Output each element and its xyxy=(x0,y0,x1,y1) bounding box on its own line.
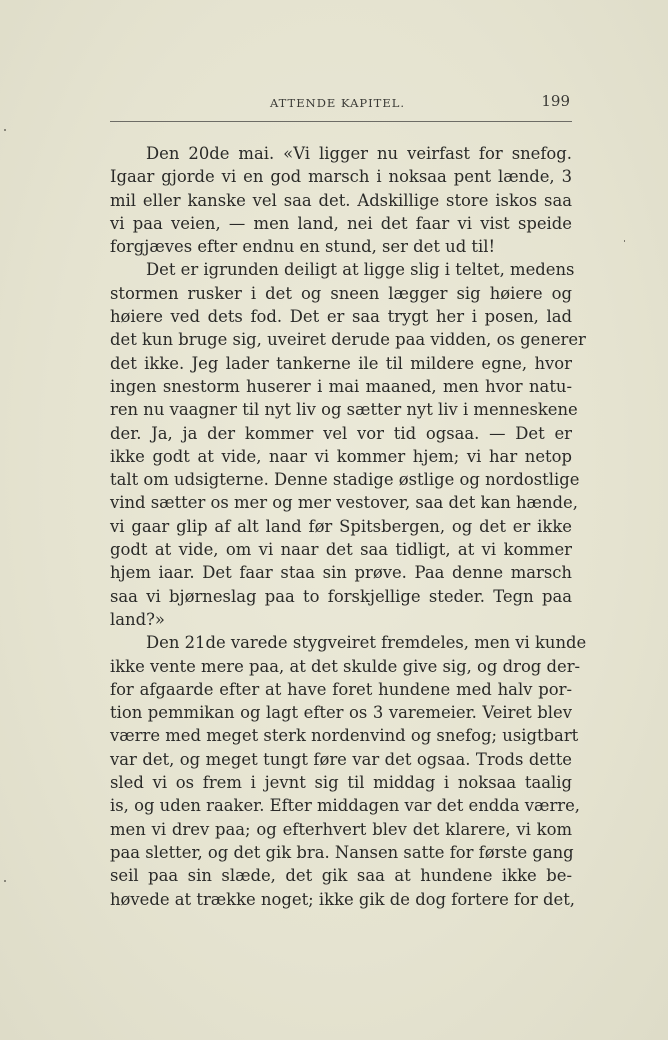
page-number: 199 xyxy=(541,92,570,110)
text-line: mil eller kanske vel saa det. Adskillige store iskos saa xyxy=(110,190,572,210)
text-line: men vi drev paa; og efterhvert blev det klarere, vi kom xyxy=(110,819,572,839)
text-line: det kun bruge sig, uveiret derude paa vidden, os generer xyxy=(110,330,586,350)
text-line: ren nu vaagner til nyt liv og sætter nyt liv i menneskene xyxy=(110,400,578,420)
text-line: ikke godt at vide, naar vi kommer hjem; vi har netop xyxy=(110,446,572,466)
text-line: høiere ved dets fod. Det er saa trygt her i posen, lad xyxy=(110,307,572,327)
text-line: der. Ja, ja der kommer vel vor tid ogsaa. — Det er xyxy=(110,423,572,443)
text-line: var det, og meget tungt føre var det ogsaa. Trods dette xyxy=(110,749,572,769)
text-line: hjem iaar. Det faar staa sin prøve. Paa denne marsch xyxy=(110,563,572,583)
paper-speck xyxy=(4,880,6,882)
text-line: sled vi os frem i jevnt sig til middag i noksaa taalig xyxy=(110,773,572,793)
page-header xyxy=(110,92,572,120)
text-line: godt at vide, om vi naar det saa tidligt, at vi kommer xyxy=(110,540,572,560)
text-line: Den 20de mai. «Vi ligger nu veirfast for snefog. xyxy=(146,144,572,163)
text-line: ikke vente mere paa, at det skulde give sig, og drog der- xyxy=(110,656,581,676)
paper-speck xyxy=(624,240,625,242)
running-head: ATTENDE KAPITEL. xyxy=(270,96,406,110)
text-line: Igaar gjorde vi en god marsch i noksaa pent lænde, 3 xyxy=(110,167,572,187)
text-line: stormen rusker i det og sneen lægger sig høiere og xyxy=(110,283,572,303)
text-line: vi gaar glip af alt land før Spitsbergen, og det er ikke xyxy=(110,516,572,536)
body-text xyxy=(110,142,587,911)
text-line: vi paa veien, — men land, nei det faar vi vist speide xyxy=(110,213,572,233)
text-line: forgjæves efter endnu en stund, ser det ud til! xyxy=(110,237,496,257)
text-line: saa vi bjørneslag paa to forskjellige steder. Tegn paa xyxy=(110,586,572,606)
text-line: talt om udsigterne. Denne stadige østlige og nordostlige xyxy=(110,470,580,490)
text-line: tion pemmikan og lagt efter os 3 varemeier. Veiret blev xyxy=(110,703,572,723)
text-line: ingen snestorm huserer i mai maaned, men hvor natu- xyxy=(110,376,572,396)
text-line: is, og uden raaker. Efter middagen var det endda værre, xyxy=(110,796,581,816)
text-line: Det er igrunden deiligt at ligge slig i teltet, medens xyxy=(146,260,575,280)
text-line: Den 21de varede stygveiret fremdeles, men vi kunde xyxy=(146,633,587,653)
text-line: land?» xyxy=(110,609,165,629)
text-line: værre med meget sterk nordenvind og snefog; usigtbart xyxy=(110,726,579,746)
paper-speck xyxy=(4,129,6,131)
text-line: vind sætter os mer og mer vestover, saa det kan hænde, xyxy=(110,493,578,513)
text-line: for afgaarde efter at have foret hundene med halv por- xyxy=(110,679,572,699)
text-line: det ikke. Jeg lader tankerne ile til mildere egne, hvor xyxy=(110,353,572,373)
text-line: seil paa sin slæde, det gik saa at hundene ikke be- xyxy=(110,866,572,886)
text-line: høvede at trække noget; ikke gik de dog fortere for det, xyxy=(110,889,576,909)
header-rule xyxy=(110,121,572,122)
text-line: paa sletter, og det gik bra. Nansen satte for første gang xyxy=(110,842,574,862)
